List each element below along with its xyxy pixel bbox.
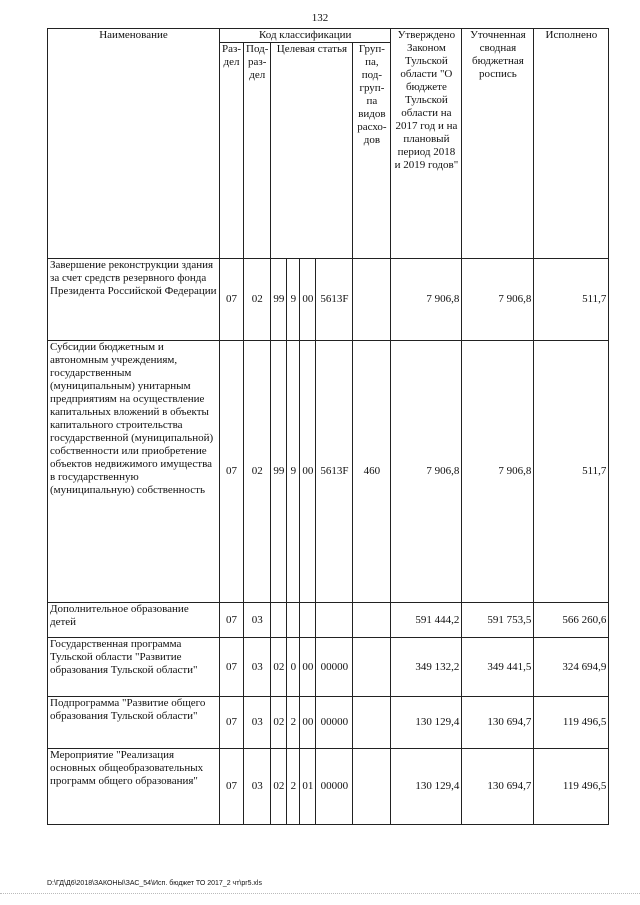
cell-target-event: 00 xyxy=(300,341,316,603)
cell-refined: 130 694,7 xyxy=(462,749,534,825)
cell-podrazdel: 02 xyxy=(244,259,271,341)
cell-vid xyxy=(353,749,391,825)
cell-target-event: 01 xyxy=(300,749,316,825)
cell-target-event: 00 xyxy=(300,638,316,697)
cell-target-program: 02 xyxy=(271,697,287,749)
cell-approved: 591 444,2 xyxy=(391,603,462,638)
row-name: Субсидии бюджетным и автономным учреждениям, государственным (муниципальным) унитарным предприятиям на осуществление капитальных вложений в объекты капитального строительства государственной (муниципальной) собственности или приобретение объектов недвижимого имущества в государственную (муниципальную) собственность xyxy=(48,341,220,603)
header-target: Целевая статья xyxy=(271,43,353,259)
cell-refined: 130 694,7 xyxy=(462,697,534,749)
cell-target-direction: 00000 xyxy=(316,697,353,749)
cell-podrazdel: 03 xyxy=(244,603,271,638)
cell-refined: 7 906,8 xyxy=(462,341,534,603)
cell-refined: 591 753,5 xyxy=(462,603,534,638)
row-name: Завершение реконструкции здания за счет средств резервного фонда Президента Российской Федерации xyxy=(48,259,220,341)
footer-file-path: D:\ГД\Д6\2018\ЗАКОНЫ\ЗАС_54\Исп. бюджет ТО 2017_2 чт\pr5.xls xyxy=(47,880,262,887)
cell-razdel: 07 xyxy=(220,341,244,603)
cell-target-direction: 00000 xyxy=(316,638,353,697)
cell-executed: 324 694,9 xyxy=(534,638,609,697)
cell-target-program xyxy=(271,603,287,638)
cell-target-event: 00 xyxy=(300,259,316,341)
header-refined: Уточненная сводная бюджетная роспись xyxy=(462,29,534,259)
header-razdel xyxy=(220,43,244,259)
cell-approved: 130 129,4 xyxy=(391,749,462,825)
table-row xyxy=(48,603,609,638)
header-podrazdel xyxy=(244,43,271,259)
cell-razdel: 07 xyxy=(220,603,244,638)
cell-razdel: 07 xyxy=(220,697,244,749)
cell-podrazdel: 03 xyxy=(244,638,271,697)
cell-approved: 130 129,4 xyxy=(391,697,462,749)
header-podrazdel-text: Под- раз- дел xyxy=(246,43,269,81)
cell-razdel: 07 xyxy=(220,638,244,697)
header-vid xyxy=(353,43,391,259)
table-row xyxy=(48,638,609,697)
cell-target-subprogram: 9 xyxy=(287,341,300,603)
cell-vid xyxy=(353,259,391,341)
cell-target-event xyxy=(300,603,316,638)
cell-podrazdel: 03 xyxy=(244,697,271,749)
cell-target-subprogram: 9 xyxy=(287,259,300,341)
table-row xyxy=(48,259,609,341)
cell-refined: 349 441,5 xyxy=(462,638,534,697)
cell-vid xyxy=(353,697,391,749)
cell-razdel: 07 xyxy=(220,749,244,825)
cell-executed: 119 496,5 xyxy=(534,749,609,825)
header-approved: Утверждено Законом Тульской области "О бюджете Тульской области на 2017 год и на плановый период 2018 и 2019 годов" xyxy=(391,29,462,259)
row-name: Подпрограмма "Развитие общего образования Тульской области" xyxy=(48,697,220,749)
cell-executed: 511,7 xyxy=(534,259,609,341)
cell-approved: 349 132,2 xyxy=(391,638,462,697)
cell-executed: 119 496,5 xyxy=(534,697,609,749)
cell-target-program: 02 xyxy=(271,749,287,825)
table-row xyxy=(48,749,609,825)
cell-target-direction: 5613F xyxy=(316,341,353,603)
header-executed: Исполнено xyxy=(534,29,609,259)
cell-target-event: 00 xyxy=(300,697,316,749)
cell-refined: 7 906,8 xyxy=(462,259,534,341)
row-name: Государственная программа Тульской области "Развитие образования Тульской области" xyxy=(48,638,220,697)
cell-target-program: 99 xyxy=(271,341,287,603)
cell-target-subprogram xyxy=(287,603,300,638)
cell-executed: 566 260,6 xyxy=(534,603,609,638)
cell-target-direction: 00000 xyxy=(316,749,353,825)
cell-vid xyxy=(353,603,391,638)
page-edge-divider xyxy=(0,893,640,894)
cell-target-subprogram: 2 xyxy=(287,697,300,749)
cell-approved: 7 906,8 xyxy=(391,259,462,341)
cell-approved: 7 906,8 xyxy=(391,341,462,603)
row-name: Мероприятие "Реализация основных общеобразовательных программ общего образования" xyxy=(48,749,220,825)
cell-podrazdel: 03 xyxy=(244,749,271,825)
cell-vid xyxy=(353,638,391,697)
cell-podrazdel: 02 xyxy=(244,341,271,603)
page-number: 132 xyxy=(311,12,329,24)
cell-target-direction xyxy=(316,603,353,638)
header-code-group: Код классификации xyxy=(220,29,391,43)
cell-target-program: 02 xyxy=(271,638,287,697)
header-vid-text: Груп- па, под- груп- па видов расхо- дов xyxy=(357,43,387,146)
cell-vid: 460 xyxy=(353,341,391,603)
cell-executed: 511,7 xyxy=(534,341,609,603)
cell-target-subprogram: 2 xyxy=(287,749,300,825)
cell-target-direction: 5613F xyxy=(316,259,353,341)
table-row xyxy=(48,697,609,749)
cell-target-subprogram: 0 xyxy=(287,638,300,697)
budget-table xyxy=(47,28,609,825)
header-name: Наименование xyxy=(48,29,220,259)
table-row xyxy=(48,341,609,603)
cell-target-program: 99 xyxy=(271,259,287,341)
header-razdel-text: Раз- дел xyxy=(222,43,242,68)
row-name: Дополнительное образование детей xyxy=(48,603,220,638)
cell-razdel: 07 xyxy=(220,259,244,341)
